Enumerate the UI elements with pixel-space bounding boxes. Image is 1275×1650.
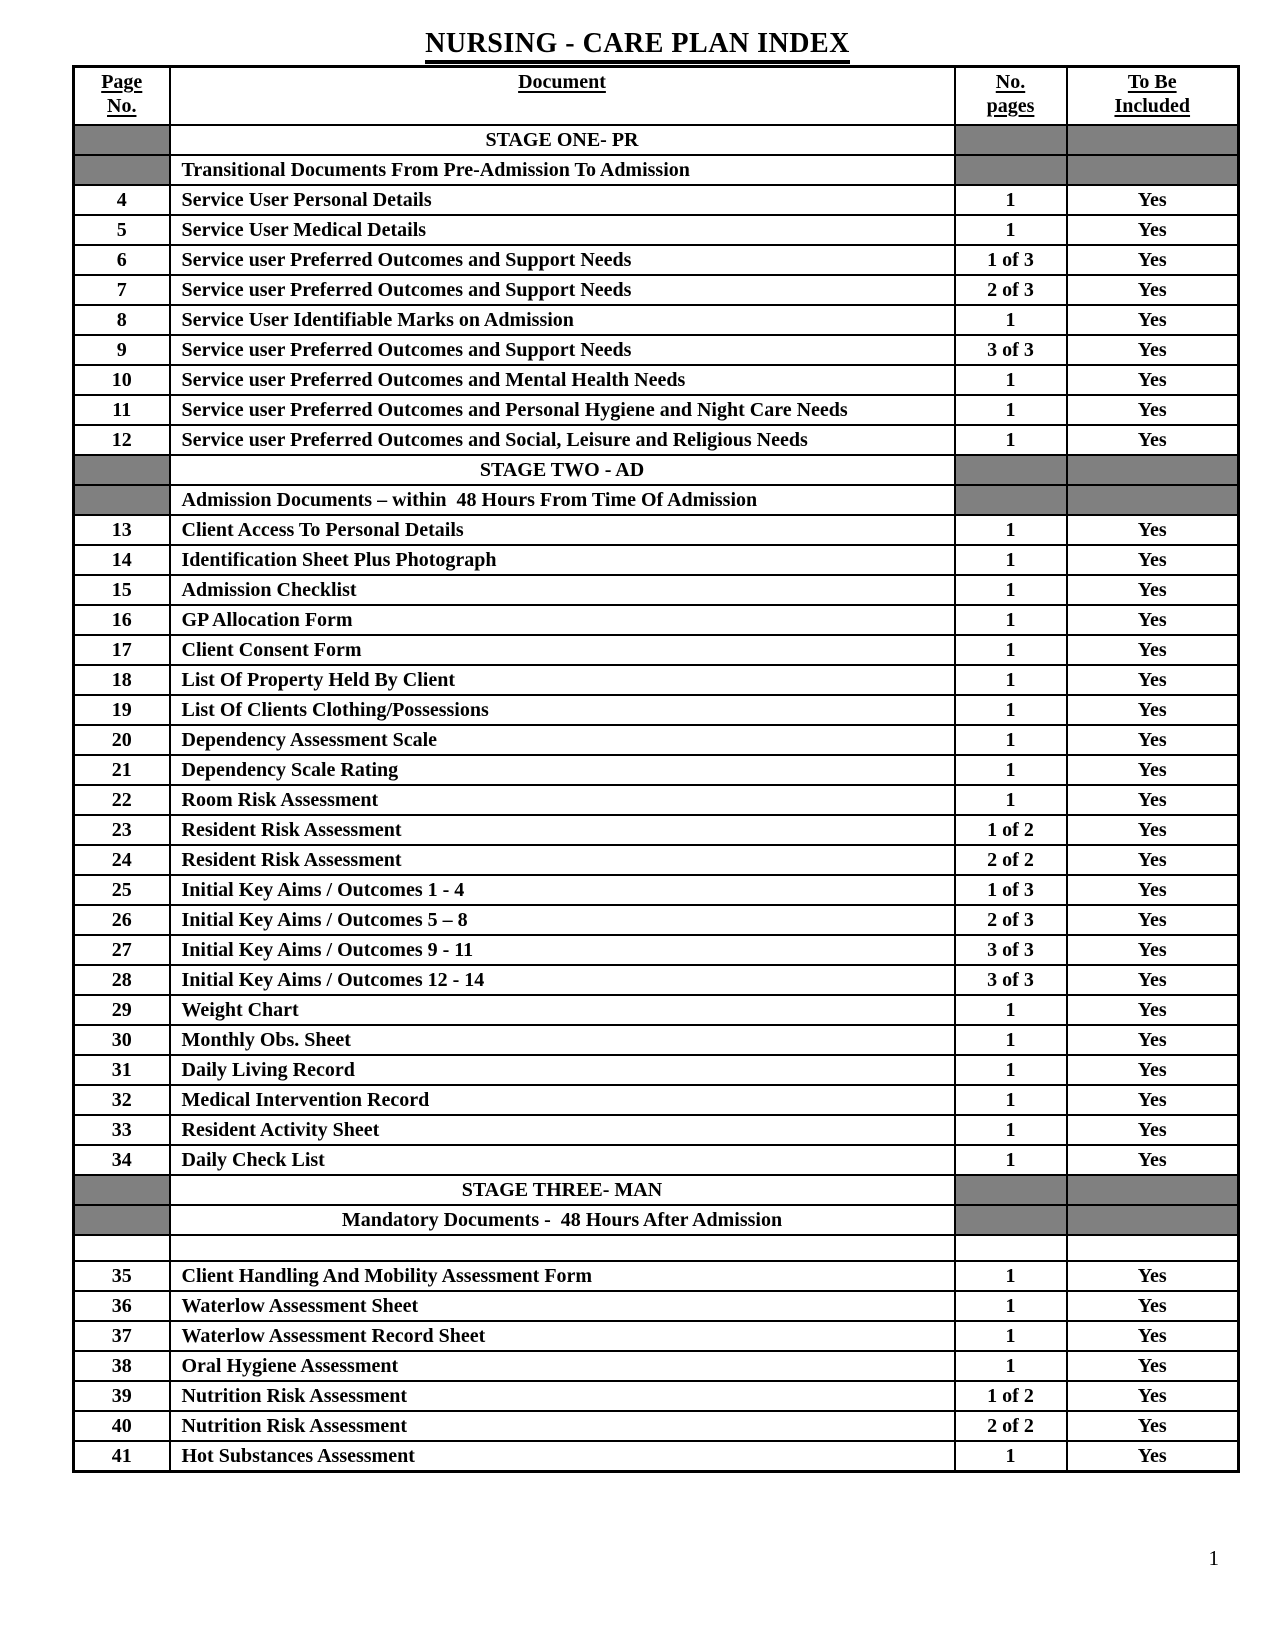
page-no-cell: 31 — [74, 1055, 170, 1085]
section-header-row — [74, 1205, 1239, 1235]
to-be-included-cell: Yes — [1067, 1145, 1239, 1175]
to-be-included-cell: Yes — [1067, 245, 1239, 275]
column-header-page-no-line2: No. — [107, 95, 137, 117]
page-title-text: NURSING - CARE PLAN INDEX — [425, 28, 850, 64]
page-no-cell: 26 — [74, 905, 170, 935]
page-no-cell: 4 — [74, 185, 170, 215]
no-pages-cell: 1 — [955, 365, 1067, 395]
table-row — [74, 185, 1239, 215]
stage-filler-cell — [1067, 125, 1239, 155]
no-pages-cell: 1 — [955, 1085, 1067, 1115]
to-be-included-cell: Yes — [1067, 425, 1239, 455]
document-cell: Service user Preferred Outcomes and Support Needs — [170, 335, 955, 365]
table-row — [74, 575, 1239, 605]
page-title — [0, 0, 1275, 60]
table-row — [74, 845, 1239, 875]
table-row — [74, 1291, 1239, 1321]
no-pages-cell: 1 — [955, 1025, 1067, 1055]
care-plan-index-table — [72, 65, 1240, 1473]
no-pages-cell: 2 of 2 — [955, 1411, 1067, 1441]
to-be-included-cell: Yes — [1067, 395, 1239, 425]
no-pages-cell: 1 of 3 — [955, 245, 1067, 275]
document-cell: Identification Sheet Plus Photograph — [170, 545, 955, 575]
stage-filler-cell — [955, 125, 1067, 155]
no-pages-cell: 1 of 2 — [955, 1381, 1067, 1411]
no-pages-cell: 1 — [955, 725, 1067, 755]
page-no-cell: 35 — [74, 1261, 170, 1291]
table-row — [74, 1411, 1239, 1441]
to-be-included-cell: Yes — [1067, 875, 1239, 905]
page-no-cell: 29 — [74, 995, 170, 1025]
no-pages-cell: 1 — [955, 1321, 1067, 1351]
page-no-cell: 27 — [74, 935, 170, 965]
stage-filler-cell — [1067, 1175, 1239, 1205]
table-row — [74, 725, 1239, 755]
no-pages-cell: 3 of 3 — [955, 335, 1067, 365]
document-cell: Daily Check List — [170, 1145, 955, 1175]
to-be-included-cell: Yes — [1067, 665, 1239, 695]
no-pages-cell: 1 — [955, 1351, 1067, 1381]
no-pages-cell: 1 — [955, 1291, 1067, 1321]
section-filler-cell — [74, 1205, 170, 1235]
empty-cell — [170, 1235, 955, 1261]
to-be-included-cell: Yes — [1067, 275, 1239, 305]
document-cell: Dependency Scale Rating — [170, 755, 955, 785]
page-no-cell: 13 — [74, 515, 170, 545]
no-pages-cell: 1 — [955, 785, 1067, 815]
to-be-included-cell: Yes — [1067, 1291, 1239, 1321]
table-row — [74, 1381, 1239, 1411]
document-cell: Initial Key Aims / Outcomes 5 – 8 — [170, 905, 955, 935]
document-cell: Initial Key Aims / Outcomes 1 - 4 — [170, 875, 955, 905]
document-cell: Service user Preferred Outcomes and Social, Leisure and Religious Needs — [170, 425, 955, 455]
to-be-included-cell: Yes — [1067, 785, 1239, 815]
document-cell: Nutrition Risk Assessment — [170, 1411, 955, 1441]
page-no-cell: 39 — [74, 1381, 170, 1411]
stage-filler-cell — [1067, 455, 1239, 485]
no-pages-cell: 1 — [955, 1055, 1067, 1085]
column-header-no-pages — [955, 67, 1067, 125]
no-pages-cell: 1 — [955, 215, 1067, 245]
to-be-included-cell: Yes — [1067, 305, 1239, 335]
table-row — [74, 935, 1239, 965]
document-cell: List Of Property Held By Client — [170, 665, 955, 695]
page-no-cell: 25 — [74, 875, 170, 905]
stage-filler-cell — [955, 455, 1067, 485]
to-be-included-cell: Yes — [1067, 995, 1239, 1025]
table-row — [74, 605, 1239, 635]
table-row — [74, 1351, 1239, 1381]
page-number: 1 — [1208, 1546, 1219, 1570]
page-no-cell: 9 — [74, 335, 170, 365]
document-cell: Medical Intervention Record — [170, 1085, 955, 1115]
page-no-cell: 7 — [74, 275, 170, 305]
table-row — [74, 425, 1239, 455]
table-row — [74, 1145, 1239, 1175]
to-be-included-cell: Yes — [1067, 1085, 1239, 1115]
table-row — [74, 755, 1239, 785]
section-filler-cell — [955, 155, 1067, 185]
document-cell: Waterlow Assessment Sheet — [170, 1291, 955, 1321]
page-no-cell: 28 — [74, 965, 170, 995]
document-cell: Initial Key Aims / Outcomes 9 - 11 — [170, 935, 955, 965]
page-no-cell: 17 — [74, 635, 170, 665]
document-cell: Waterlow Assessment Record Sheet — [170, 1321, 955, 1351]
page-no-cell: 18 — [74, 665, 170, 695]
table-row — [74, 545, 1239, 575]
page-no-cell: 32 — [74, 1085, 170, 1115]
document-cell: Client Handling And Mobility Assessment Form — [170, 1261, 955, 1291]
page-no-cell: 33 — [74, 1115, 170, 1145]
page-no-cell: 14 — [74, 545, 170, 575]
stage-title-cell: STAGE ONE- PR — [170, 125, 955, 155]
page-no-cell: 20 — [74, 725, 170, 755]
document-cell: GP Allocation Form — [170, 605, 955, 635]
table-row — [74, 515, 1239, 545]
table-header-row — [74, 67, 1239, 125]
section-title-cell: Transitional Documents From Pre-Admission To Admission — [170, 155, 955, 185]
document-cell: Client Consent Form — [170, 635, 955, 665]
to-be-included-cell: Yes — [1067, 515, 1239, 545]
column-header-page-no-line1: Page — [101, 71, 143, 93]
document-cell: Oral Hygiene Assessment — [170, 1351, 955, 1381]
no-pages-cell: 2 of 3 — [955, 275, 1067, 305]
page-no-cell: 5 — [74, 215, 170, 245]
document-cell: Resident Activity Sheet — [170, 1115, 955, 1145]
to-be-included-cell: Yes — [1067, 1441, 1239, 1472]
page-no-cell: 41 — [74, 1441, 170, 1472]
to-be-included-cell: Yes — [1067, 215, 1239, 245]
page-no-cell: 6 — [74, 245, 170, 275]
table-row — [74, 1261, 1239, 1291]
to-be-included-cell: Yes — [1067, 365, 1239, 395]
no-pages-cell: 1 — [955, 995, 1067, 1025]
empty-cell — [1067, 1235, 1239, 1261]
document-cell: Weight Chart — [170, 995, 955, 1025]
column-header-to-be-included — [1067, 67, 1239, 125]
document-cell: Resident Risk Assessment — [170, 815, 955, 845]
no-pages-cell: 1 — [955, 545, 1067, 575]
table-row — [74, 275, 1239, 305]
no-pages-cell: 1 — [955, 575, 1067, 605]
section-header-row — [74, 155, 1239, 185]
column-header-to-be-included-line2: Included — [1114, 95, 1191, 117]
stage-header-row — [74, 125, 1239, 155]
table-row — [74, 335, 1239, 365]
document-cell: Monthly Obs. Sheet — [170, 1025, 955, 1055]
no-pages-cell: 1 — [955, 425, 1067, 455]
no-pages-cell: 3 of 3 — [955, 935, 1067, 965]
table-row — [74, 635, 1239, 665]
page-no-cell: 21 — [74, 755, 170, 785]
table-row — [74, 1115, 1239, 1145]
document-cell: Service User Identifiable Marks on Admission — [170, 305, 955, 335]
table-row — [74, 395, 1239, 425]
stage-filler-cell — [955, 1175, 1067, 1205]
no-pages-cell: 1 — [955, 635, 1067, 665]
page-no-cell: 11 — [74, 395, 170, 425]
section-filler-cell — [74, 155, 170, 185]
no-pages-cell: 1 of 2 — [955, 815, 1067, 845]
section-filler-cell — [1067, 1205, 1239, 1235]
document-cell: Service user Preferred Outcomes and Personal Hygiene and Night Care Needs — [170, 395, 955, 425]
section-header-row — [74, 485, 1239, 515]
page-no-cell: 15 — [74, 575, 170, 605]
page-no-cell: 40 — [74, 1411, 170, 1441]
no-pages-cell: 2 of 2 — [955, 845, 1067, 875]
no-pages-cell: 1 — [955, 605, 1067, 635]
document-cell: Room Risk Assessment — [170, 785, 955, 815]
to-be-included-cell: Yes — [1067, 605, 1239, 635]
document-cell: List Of Clients Clothing/Possessions — [170, 695, 955, 725]
table-row — [74, 995, 1239, 1025]
stage-header-row — [74, 1175, 1239, 1205]
blank-row — [74, 1235, 1239, 1261]
page-no-cell: 8 — [74, 305, 170, 335]
table-row — [74, 245, 1239, 275]
table-row — [74, 215, 1239, 245]
stage-header-row — [74, 455, 1239, 485]
no-pages-cell: 3 of 3 — [955, 965, 1067, 995]
table-row — [74, 305, 1239, 335]
table-row — [74, 1441, 1239, 1472]
to-be-included-cell: Yes — [1067, 815, 1239, 845]
column-header-page-no — [74, 67, 170, 125]
column-header-to-be-included-line1: To Be — [1127, 71, 1177, 93]
stage-filler-cell — [74, 1175, 170, 1205]
to-be-included-cell: Yes — [1067, 1351, 1239, 1381]
no-pages-cell: 1 of 3 — [955, 875, 1067, 905]
to-be-included-cell: Yes — [1067, 575, 1239, 605]
stage-title-cell: STAGE THREE- MAN — [170, 1175, 955, 1205]
page-no-cell: 37 — [74, 1321, 170, 1351]
table-row — [74, 875, 1239, 905]
to-be-included-cell: Yes — [1067, 965, 1239, 995]
stage-title-cell: STAGE TWO - AD — [170, 455, 955, 485]
column-header-document-label: Document — [518, 71, 606, 93]
document-cell: Dependency Assessment Scale — [170, 725, 955, 755]
document-cell: Service user Preferred Outcomes and Mental Health Needs — [170, 365, 955, 395]
page-no-cell: 12 — [74, 425, 170, 455]
table-row — [74, 815, 1239, 845]
stage-filler-cell — [74, 125, 170, 155]
empty-cell — [74, 1235, 170, 1261]
section-title-cell: Mandatory Documents - 48 Hours After Admission — [170, 1205, 955, 1235]
to-be-included-cell: Yes — [1067, 755, 1239, 785]
document-cell: Resident Risk Assessment — [170, 845, 955, 875]
to-be-included-cell: Yes — [1067, 1115, 1239, 1145]
document-cell: Service user Preferred Outcomes and Support Needs — [170, 275, 955, 305]
document-cell: Admission Checklist — [170, 575, 955, 605]
no-pages-cell: 1 — [955, 185, 1067, 215]
to-be-included-cell: Yes — [1067, 545, 1239, 575]
no-pages-cell: 2 of 3 — [955, 905, 1067, 935]
document-cell: Service user Preferred Outcomes and Support Needs — [170, 245, 955, 275]
to-be-included-cell: Yes — [1067, 1055, 1239, 1085]
document-cell: Service User Personal Details — [170, 185, 955, 215]
to-be-included-cell: Yes — [1067, 935, 1239, 965]
page-no-cell: 30 — [74, 1025, 170, 1055]
page-no-cell: 38 — [74, 1351, 170, 1381]
table-row — [74, 965, 1239, 995]
to-be-included-cell: Yes — [1067, 1025, 1239, 1055]
no-pages-cell: 1 — [955, 305, 1067, 335]
to-be-included-cell: Yes — [1067, 335, 1239, 365]
to-be-included-cell: Yes — [1067, 635, 1239, 665]
table-row — [74, 1085, 1239, 1115]
to-be-included-cell: Yes — [1067, 1321, 1239, 1351]
document-cell: Daily Living Record — [170, 1055, 955, 1085]
table-row — [74, 365, 1239, 395]
page-no-cell: 22 — [74, 785, 170, 815]
to-be-included-cell: Yes — [1067, 905, 1239, 935]
column-header-document — [170, 67, 955, 125]
page-no-cell: 23 — [74, 815, 170, 845]
document-cell: Hot Substances Assessment — [170, 1441, 955, 1472]
to-be-included-cell: Yes — [1067, 725, 1239, 755]
page-no-cell: 10 — [74, 365, 170, 395]
table-row — [74, 665, 1239, 695]
table-row — [74, 1055, 1239, 1085]
to-be-included-cell: Yes — [1067, 1381, 1239, 1411]
table-row — [74, 785, 1239, 815]
page-no-cell: 34 — [74, 1145, 170, 1175]
section-title-cell: Admission Documents – within 48 Hours From Time Of Admission — [170, 485, 955, 515]
to-be-included-cell: Yes — [1067, 695, 1239, 725]
document-cell: Service User Medical Details — [170, 215, 955, 245]
no-pages-cell: 1 — [955, 665, 1067, 695]
page-no-cell: 36 — [74, 1291, 170, 1321]
section-filler-cell — [1067, 485, 1239, 515]
no-pages-cell: 1 — [955, 515, 1067, 545]
to-be-included-cell: Yes — [1067, 845, 1239, 875]
column-header-no-pages-line2: pages — [986, 95, 1035, 117]
no-pages-cell: 1 — [955, 395, 1067, 425]
to-be-included-cell: Yes — [1067, 185, 1239, 215]
section-filler-cell — [955, 1205, 1067, 1235]
page-no-cell: 24 — [74, 845, 170, 875]
column-header-no-pages-line1: No. — [995, 71, 1026, 93]
to-be-included-cell: Yes — [1067, 1261, 1239, 1291]
no-pages-cell: 1 — [955, 1261, 1067, 1291]
no-pages-cell: 1 — [955, 1145, 1067, 1175]
table-row — [74, 695, 1239, 725]
to-be-included-cell: Yes — [1067, 1411, 1239, 1441]
document-cell: Nutrition Risk Assessment — [170, 1381, 955, 1411]
table-row — [74, 1321, 1239, 1351]
empty-cell — [955, 1235, 1067, 1261]
section-filler-cell — [74, 485, 170, 515]
stage-filler-cell — [74, 455, 170, 485]
document-cell: Client Access To Personal Details — [170, 515, 955, 545]
table-row — [74, 1025, 1239, 1055]
no-pages-cell: 1 — [955, 1115, 1067, 1145]
document-cell: Initial Key Aims / Outcomes 12 - 14 — [170, 965, 955, 995]
no-pages-cell: 1 — [955, 755, 1067, 785]
section-filler-cell — [1067, 155, 1239, 185]
table-row — [74, 905, 1239, 935]
page-no-cell: 19 — [74, 695, 170, 725]
no-pages-cell: 1 — [955, 1441, 1067, 1472]
section-filler-cell — [955, 485, 1067, 515]
page-no-cell: 16 — [74, 605, 170, 635]
no-pages-cell: 1 — [955, 695, 1067, 725]
